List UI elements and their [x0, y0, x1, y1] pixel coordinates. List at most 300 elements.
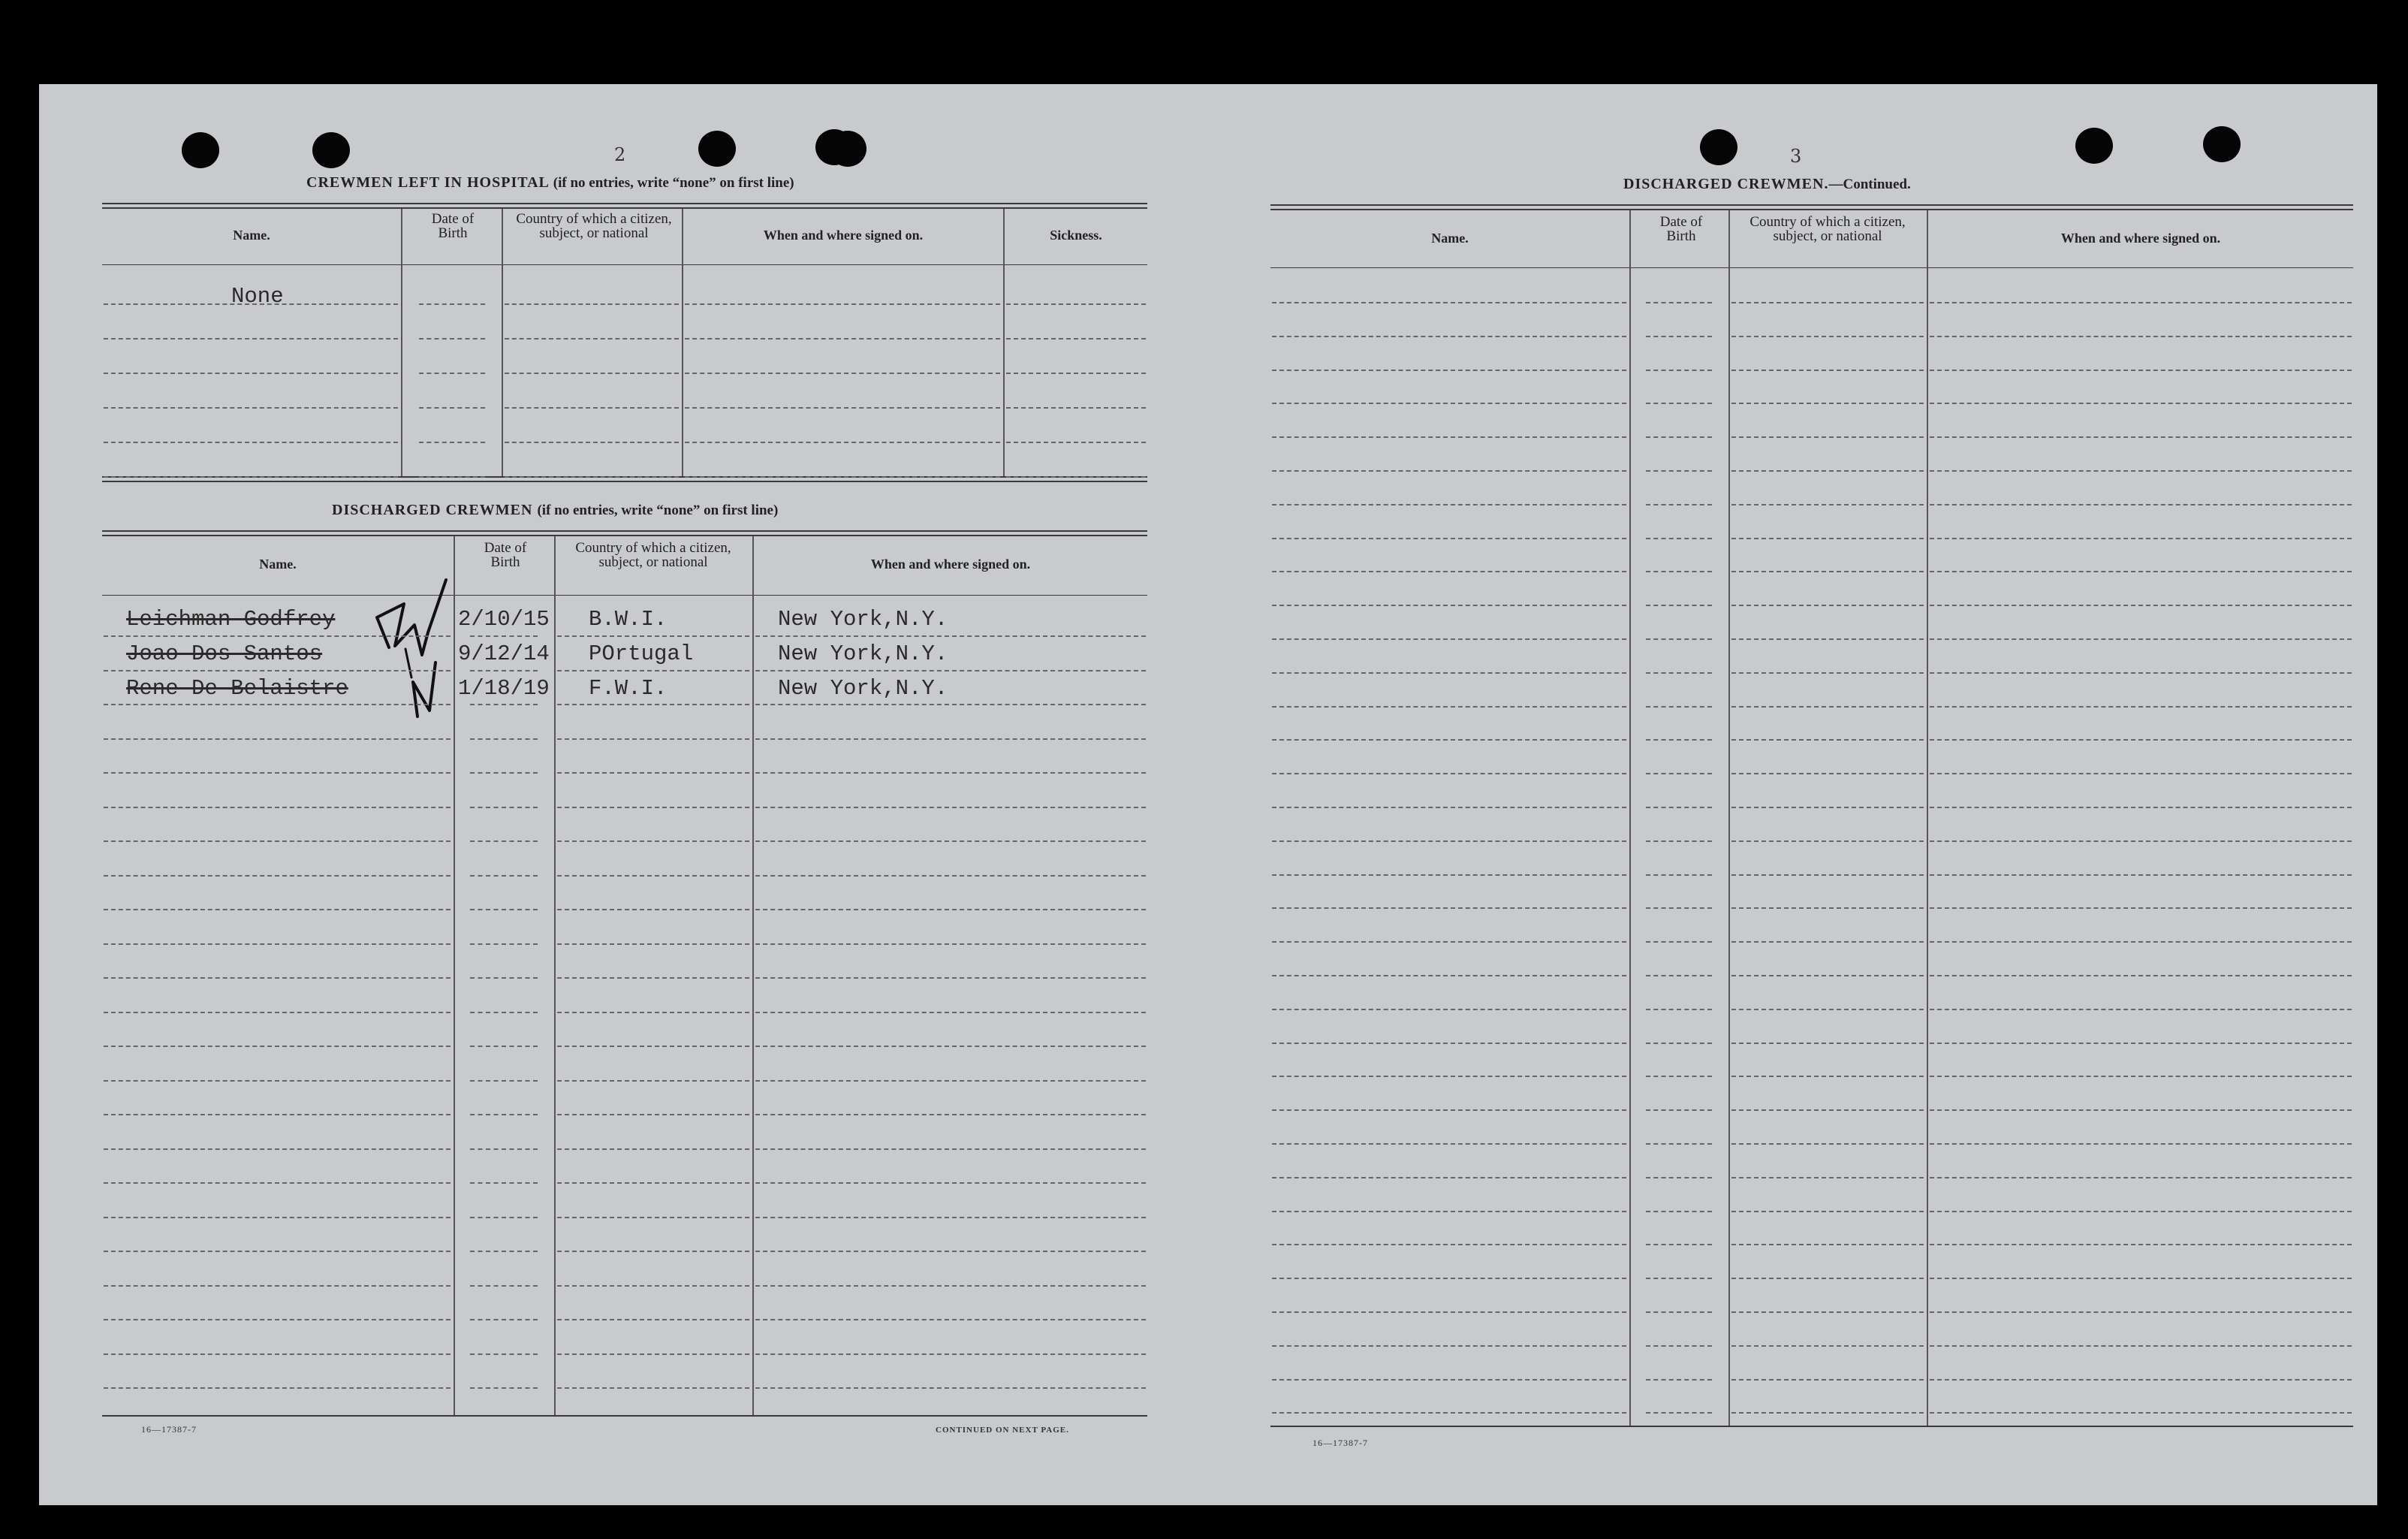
row-rule [470, 807, 538, 808]
row-rule [1646, 941, 1712, 943]
row-rule [1272, 807, 1626, 808]
row-rule [755, 1114, 1146, 1115]
punch-hole [698, 131, 736, 167]
row-rule [1272, 1311, 1626, 1313]
row-rule [1646, 907, 1712, 909]
row-rule [755, 943, 1146, 945]
row-rule [1272, 773, 1626, 774]
col-header-signed-on: When and where signed on. [763, 228, 924, 243]
row-rule [1272, 302, 1626, 303]
row-rule [1731, 807, 1924, 808]
row-rule [557, 875, 749, 877]
crew-country: F.W.I. [589, 676, 668, 701]
column-divider [554, 536, 556, 1415]
row-rule [470, 977, 538, 979]
hospital-section-title [306, 174, 794, 192]
row-rule [1731, 975, 1924, 976]
row-rule [1930, 1244, 2352, 1245]
row-rule [104, 704, 451, 705]
crew-dob: 1/18/19 [458, 676, 550, 701]
row-rule [104, 977, 451, 979]
row-rule [755, 1319, 1146, 1320]
row-rule [755, 772, 1146, 774]
table-rule [102, 207, 1147, 209]
row-rule [557, 1080, 749, 1082]
row-rule [1731, 538, 1924, 539]
row-rule [1646, 1311, 1712, 1313]
row-rule [104, 1387, 451, 1389]
row-rule [470, 1387, 538, 1389]
row-rule [1646, 1412, 1712, 1414]
row-rule [1646, 1345, 1712, 1347]
crew-signed-on: New York,N.Y. [778, 607, 948, 632]
row-rule [755, 670, 1146, 671]
table-rule [102, 535, 1147, 536]
row-rule [104, 635, 451, 637]
row-rule [1646, 504, 1712, 505]
column-divider [1003, 209, 1005, 476]
row-rule [557, 1148, 749, 1150]
table-rule [102, 595, 1147, 596]
row-rule [1646, 1076, 1712, 1077]
row-rule [470, 840, 538, 842]
row-rule [1646, 739, 1712, 741]
row-rule [1272, 605, 1626, 606]
crew-dob: 9/12/14 [458, 641, 550, 666]
row-rule [1731, 1043, 1924, 1044]
row-rule [1272, 1177, 1626, 1178]
row-rule [1006, 373, 1146, 374]
col-header-name: Name. [233, 228, 270, 243]
row-rule [1272, 504, 1626, 505]
document-sheet [39, 84, 2377, 1505]
row-rule [470, 1012, 538, 1013]
table-rule [102, 203, 1147, 204]
col-header-signed-on: When and where signed on. [2060, 231, 2221, 246]
row-rule [1930, 436, 2352, 438]
row-rule [470, 943, 538, 945]
row-rule [1646, 807, 1712, 808]
row-rule [557, 1387, 749, 1389]
row-rule [557, 1046, 749, 1047]
row-rule [1731, 874, 1924, 876]
row-rule [557, 977, 749, 979]
row-rule [1930, 1009, 2352, 1010]
row-rule [1930, 1109, 2352, 1111]
col-header-country: Country of which a citizen, subject, or national [575, 540, 731, 570]
row-rule [1272, 436, 1626, 438]
row-rule [1930, 1177, 2352, 1178]
row-rule [470, 1148, 538, 1150]
row-rule [1646, 302, 1712, 303]
row-rule [1731, 1244, 1924, 1245]
continued-note: CONTINUED ON NEXT PAGE. [936, 1426, 1069, 1435]
row-rule [104, 373, 398, 374]
row-rule [1731, 1143, 1924, 1145]
row-rule [1930, 739, 2352, 741]
row-rule [470, 1251, 538, 1252]
row-rule [505, 476, 679, 478]
column-divider [1629, 210, 1631, 1426]
row-rule [1930, 907, 2352, 909]
row-rule [1930, 1379, 2352, 1381]
row-rule [470, 1046, 538, 1047]
row-rule [1646, 1177, 1712, 1178]
page-number-left: 2 [614, 144, 626, 165]
row-rule [685, 407, 1000, 409]
row-rule [1930, 1076, 2352, 1077]
row-rule [1930, 302, 2352, 303]
hospital-entry: None [231, 284, 284, 309]
crew-dob: 2/10/15 [458, 607, 550, 632]
row-rule [755, 738, 1146, 740]
row-rule [104, 442, 398, 443]
row-rule [557, 1217, 749, 1218]
row-rule [755, 1217, 1146, 1218]
row-rule [1272, 1345, 1626, 1347]
row-rule [755, 1046, 1146, 1047]
row-rule [1006, 442, 1146, 443]
row-rule [755, 1251, 1146, 1252]
row-rule [1272, 907, 1626, 909]
row-rule [1930, 975, 2352, 976]
row-rule [557, 1251, 749, 1252]
row-rule [104, 875, 451, 877]
table-rule [102, 1415, 1147, 1417]
row-rule [104, 1217, 451, 1218]
row-rule [1731, 1177, 1924, 1178]
column-divider [752, 536, 754, 1415]
row-rule [1646, 571, 1712, 572]
row-rule [104, 1114, 451, 1115]
punch-hole [1700, 129, 1737, 165]
row-rule [557, 738, 749, 740]
row-rule [1731, 1009, 1924, 1010]
table-rule [102, 264, 1147, 265]
row-rule [1930, 370, 2352, 371]
crew-country: B.W.I. [589, 607, 668, 632]
punch-hole [815, 129, 853, 165]
row-rule [1731, 1379, 1924, 1381]
row-rule [104, 1046, 451, 1047]
row-rule [104, 1080, 451, 1082]
row-rule [1930, 840, 2352, 842]
row-rule [1731, 403, 1924, 404]
row-rule [1272, 1278, 1626, 1279]
row-rule [104, 943, 451, 945]
row-rule [685, 303, 1000, 305]
row-rule [470, 1353, 538, 1355]
row-rule [557, 670, 749, 671]
hospital-title: CREWMEN LEFT IN HOSPITAL [306, 174, 549, 191]
row-rule [557, 704, 749, 705]
crew-country: POrtugal [589, 641, 694, 666]
row-rule [1930, 874, 2352, 876]
row-rule [1272, 1143, 1626, 1145]
punch-hole [2203, 126, 2241, 162]
row-rule [104, 1251, 451, 1252]
row-rule [1646, 975, 1712, 976]
row-rule [470, 1285, 538, 1287]
row-rule [1731, 638, 1924, 640]
column-divider [1927, 210, 1928, 1426]
row-rule [1646, 840, 1712, 842]
row-rule [557, 772, 749, 774]
row-rule [1731, 840, 1924, 842]
row-rule [1731, 302, 1924, 303]
row-rule [557, 807, 749, 808]
row-rule [1646, 1009, 1712, 1010]
row-rule [685, 476, 1000, 478]
row-rule [1646, 874, 1712, 876]
row-rule [470, 1217, 538, 1218]
row-rule [505, 373, 679, 374]
table-rule [102, 481, 1147, 482]
row-rule [557, 1319, 749, 1320]
row-rule [1930, 1412, 2352, 1414]
table-rule [1270, 209, 2353, 210]
row-rule [1272, 1009, 1626, 1010]
row-rule [755, 909, 1146, 910]
row-rule [419, 442, 485, 443]
row-rule [1930, 672, 2352, 674]
row-rule [470, 1080, 538, 1082]
row-rule [755, 1387, 1146, 1389]
column-divider [682, 209, 683, 476]
row-rule [1646, 538, 1712, 539]
row-rule [104, 1148, 451, 1150]
table-rule [102, 530, 1147, 532]
row-rule [557, 635, 749, 637]
row-rule [1006, 303, 1146, 305]
row-rule [1006, 407, 1146, 409]
row-rule [1731, 773, 1924, 774]
row-rule [755, 1182, 1146, 1184]
row-rule [470, 1114, 538, 1115]
row-rule [1272, 1043, 1626, 1044]
page-number-right: 3 [1790, 146, 1802, 167]
row-rule [755, 875, 1146, 877]
discharged-subtitle: (if no entries, write “none” on first line) [537, 502, 779, 518]
row-rule [1731, 706, 1924, 708]
row-rule [1646, 370, 1712, 371]
row-rule [755, 1148, 1146, 1150]
row-rule [685, 373, 1000, 374]
row-rule [1930, 1043, 2352, 1044]
row-rule [1646, 1211, 1712, 1212]
row-rule [1646, 1109, 1712, 1111]
row-rule [470, 704, 538, 705]
hospital-subtitle: (if no entries, write “none” on first line) [553, 175, 794, 191]
row-rule [1731, 470, 1924, 472]
row-rule [755, 977, 1146, 979]
row-rule [1731, 1345, 1924, 1347]
crew-name: Joao Dos Santos [126, 641, 323, 666]
row-rule [104, 303, 398, 305]
crew-signed-on: New York,N.Y. [778, 641, 948, 666]
form-number-left: 16—17387-7 [141, 1424, 197, 1435]
row-rule [1272, 638, 1626, 640]
row-rule [1930, 1278, 2352, 1279]
row-rule [1272, 672, 1626, 674]
row-rule [1930, 538, 2352, 539]
row-rule [1272, 1379, 1626, 1381]
row-rule [1272, 1244, 1626, 1245]
row-rule [1731, 1412, 1924, 1414]
row-rule [419, 373, 485, 374]
col-header-country: Country of which a citizen, subject, or national [516, 211, 672, 241]
row-rule [470, 1182, 538, 1184]
row-rule [1930, 1211, 2352, 1212]
row-rule [685, 442, 1000, 443]
row-rule [470, 738, 538, 740]
row-rule [470, 875, 538, 877]
row-rule [1006, 338, 1146, 339]
row-rule [1272, 1211, 1626, 1212]
col-header-name: Name. [259, 557, 297, 572]
row-rule [1930, 941, 2352, 943]
col-header-sickness: Sickness. [1050, 228, 1102, 243]
row-rule [1272, 370, 1626, 371]
row-rule [1272, 975, 1626, 976]
row-rule [1731, 1109, 1924, 1111]
table-rule [1270, 267, 2353, 268]
row-rule [1646, 773, 1712, 774]
row-rule [1272, 874, 1626, 876]
crew-name: Leichman Godfrey [126, 607, 336, 632]
punch-hole [2075, 128, 2113, 164]
row-rule [104, 1319, 451, 1320]
col-header-name: Name. [1431, 231, 1469, 246]
row-rule [1930, 1143, 2352, 1145]
row-rule [104, 338, 398, 339]
row-rule [1646, 436, 1712, 438]
row-rule [1731, 436, 1924, 438]
row-rule [104, 1353, 451, 1355]
row-rule [1731, 1211, 1924, 1212]
table-rule [1270, 204, 2353, 206]
row-rule [104, 1012, 451, 1013]
row-rule [755, 1012, 1146, 1013]
column-divider [401, 209, 402, 476]
row-rule [104, 476, 398, 478]
column-divider [502, 209, 503, 476]
row-rule [755, 1285, 1146, 1287]
row-rule [557, 1114, 749, 1115]
row-rule [104, 909, 451, 910]
row-rule [104, 807, 451, 808]
row-rule [1272, 706, 1626, 708]
punch-hole [182, 132, 219, 168]
row-rule [1272, 403, 1626, 404]
row-rule [419, 407, 485, 409]
row-rule [104, 1285, 451, 1287]
row-rule [1272, 739, 1626, 741]
row-rule [1646, 1143, 1712, 1145]
row-rule [1272, 1076, 1626, 1077]
row-rule [557, 1285, 749, 1287]
row-rule [1646, 605, 1712, 606]
row-rule [1646, 336, 1712, 337]
row-rule [419, 338, 485, 339]
row-rule [557, 840, 749, 842]
row-rule [1272, 538, 1626, 539]
row-rule [1272, 571, 1626, 572]
row-rule [1930, 706, 2352, 708]
row-rule [1930, 336, 2352, 337]
row-rule [1731, 1076, 1924, 1077]
row-rule [1272, 336, 1626, 337]
row-rule [1731, 336, 1924, 337]
row-rule [1646, 672, 1712, 674]
row-rule [755, 1080, 1146, 1082]
table-rule [1270, 1426, 2353, 1427]
right-section-title [1623, 176, 1911, 193]
right-title-suffix: —Continued. [1828, 177, 1911, 192]
row-rule [755, 704, 1146, 705]
row-rule [419, 476, 485, 478]
row-rule [1646, 1379, 1712, 1381]
row-rule [755, 807, 1146, 808]
row-rule [470, 670, 538, 671]
row-rule [470, 909, 538, 910]
row-rule [1646, 1278, 1712, 1279]
crew-signed-on: New York,N.Y. [778, 676, 948, 701]
row-rule [1930, 605, 2352, 606]
row-rule [1930, 638, 2352, 640]
row-rule [104, 840, 451, 842]
row-rule [1646, 706, 1712, 708]
row-rule [557, 1182, 749, 1184]
row-rule [1930, 1345, 2352, 1347]
row-rule [1930, 773, 2352, 774]
row-rule [685, 338, 1000, 339]
row-rule [1646, 638, 1712, 640]
row-rule [1646, 403, 1712, 404]
row-rule [470, 772, 538, 774]
row-rule [755, 1353, 1146, 1355]
discharged-section-title [332, 502, 778, 519]
col-header-signed-on: When and where signed on. [870, 557, 1031, 572]
row-rule [1731, 739, 1924, 741]
row-rule [505, 442, 679, 443]
row-rule [470, 1319, 538, 1320]
row-rule [1272, 1412, 1626, 1414]
punch-hole [312, 132, 350, 168]
row-rule [505, 407, 679, 409]
column-divider [1728, 210, 1730, 1426]
row-rule [470, 635, 538, 637]
row-rule [1731, 941, 1924, 943]
row-rule [104, 772, 451, 774]
row-rule [104, 670, 451, 671]
row-rule [1272, 941, 1626, 943]
row-rule [1272, 840, 1626, 842]
discharged-title: DISCHARGED CREWMEN [332, 502, 533, 518]
row-rule [1731, 504, 1924, 505]
row-rule [755, 635, 1146, 637]
row-rule [1731, 370, 1924, 371]
row-rule [104, 1182, 451, 1184]
row-rule [557, 1012, 749, 1013]
row-rule [755, 840, 1146, 842]
row-rule [1930, 571, 2352, 572]
row-rule [505, 338, 679, 339]
row-rule [557, 943, 749, 945]
row-rule [557, 909, 749, 910]
row-rule [1731, 672, 1924, 674]
crew-name: Rene De Belaistre [126, 676, 348, 701]
